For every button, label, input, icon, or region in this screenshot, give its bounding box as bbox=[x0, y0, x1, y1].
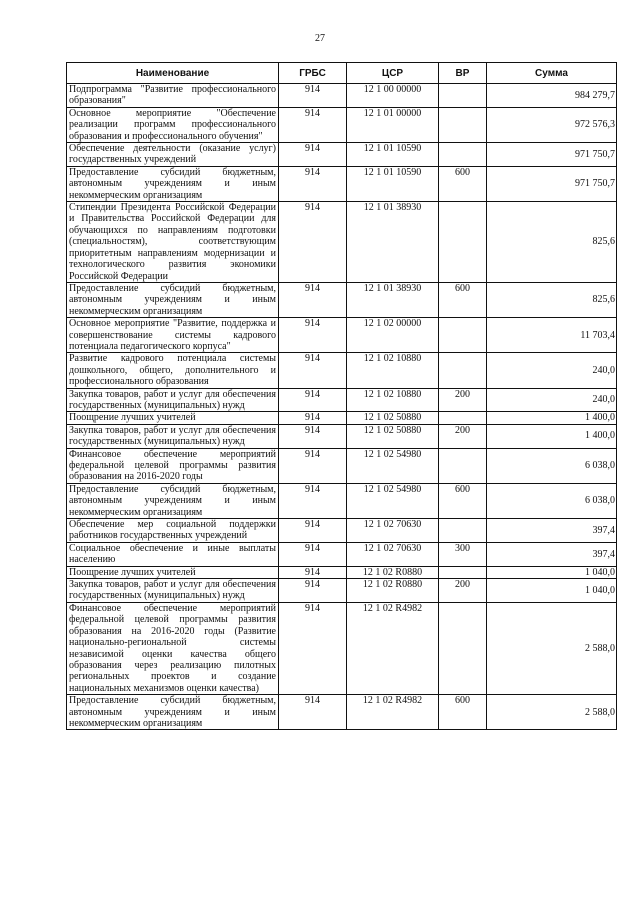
cell-csr: 12 1 00 00000 bbox=[347, 84, 439, 108]
cell-grbs: 914 bbox=[279, 166, 347, 201]
cell-sum: 1 040,0 bbox=[487, 566, 617, 578]
table-row bbox=[67, 166, 617, 201]
cell-csr: 12 1 01 38930 bbox=[347, 202, 439, 283]
cell-vr: 200 bbox=[439, 424, 487, 448]
cell-sum: 971 750,7 bbox=[487, 166, 617, 201]
cell-vr bbox=[439, 412, 487, 424]
cell-sum: 397,4 bbox=[487, 519, 617, 543]
cell-grbs: 914 bbox=[279, 483, 347, 518]
cell-vr bbox=[439, 353, 487, 388]
cell-name: Развитие кадрового потенциала системы дошкольного, общего, дополнительного и профессионального образования bbox=[67, 353, 279, 388]
cell-grbs: 914 bbox=[279, 318, 347, 353]
cell-grbs: 914 bbox=[279, 353, 347, 388]
cell-name: Основное мероприятие "Развитие, поддержка и совершенствование системы кадрового потенциала педагогического корпуса" bbox=[67, 318, 279, 353]
table-row bbox=[67, 424, 617, 448]
cell-sum: 1 040,0 bbox=[487, 579, 617, 603]
cell-csr: 12 1 02 R4982 bbox=[347, 695, 439, 730]
cell-name: Стипендии Президента Российской Федерации и Правительства Российской Федерации для обучающихся по направлениям подготовки (специальностям), соответствующим приоритетным направлениям модернизации и технологического развития экономики Российской Федерации bbox=[67, 202, 279, 283]
cell-name: Подпрограмма "Развитие профессионального образования" bbox=[67, 84, 279, 108]
cell-vr: 300 bbox=[439, 542, 487, 566]
table-row bbox=[67, 388, 617, 412]
cell-csr: 12 1 01 10590 bbox=[347, 166, 439, 201]
table-row bbox=[67, 695, 617, 730]
cell-vr bbox=[439, 143, 487, 167]
cell-vr: 200 bbox=[439, 579, 487, 603]
cell-grbs: 914 bbox=[279, 202, 347, 283]
header-csr: ЦСР bbox=[347, 63, 439, 84]
cell-name: Поощрение лучших учителей bbox=[67, 566, 279, 578]
table-row bbox=[67, 448, 617, 483]
cell-grbs: 914 bbox=[279, 282, 347, 317]
cell-sum: 2 588,0 bbox=[487, 695, 617, 730]
cell-grbs: 914 bbox=[279, 388, 347, 412]
cell-sum: 1 400,0 bbox=[487, 424, 617, 448]
cell-csr: 12 1 01 10590 bbox=[347, 143, 439, 167]
cell-csr: 12 1 02 R4982 bbox=[347, 602, 439, 694]
cell-name: Обеспечение деятельности (оказание услуг) государственных учреждений bbox=[67, 143, 279, 167]
cell-csr: 12 1 01 00000 bbox=[347, 107, 439, 142]
cell-grbs: 914 bbox=[279, 579, 347, 603]
cell-sum: 397,4 bbox=[487, 542, 617, 566]
page-number: 27 bbox=[315, 33, 325, 44]
cell-name: Предоставление субсидий бюджетным, автономным учреждениям и иным некоммерческим организациям bbox=[67, 483, 279, 518]
table-row bbox=[67, 542, 617, 566]
cell-sum: 972 576,3 bbox=[487, 107, 617, 142]
cell-sum: 1 400,0 bbox=[487, 412, 617, 424]
cell-name: Финансовое обеспечение мероприятий федеральной целевой программы развития образования на 2016-2020 годы (Развитие национально-региональной системы независимой оценки качества общего образования через реализацию пилотных региональных проектов и создание национальных механизмов оценки качества) bbox=[67, 602, 279, 694]
cell-csr: 12 1 02 50880 bbox=[347, 424, 439, 448]
cell-csr: 12 1 02 R0880 bbox=[347, 566, 439, 578]
cell-grbs: 914 bbox=[279, 602, 347, 694]
table-row bbox=[67, 602, 617, 694]
cell-name: Поощрение лучших учителей bbox=[67, 412, 279, 424]
table-row bbox=[67, 579, 617, 603]
header-grbs: ГРБС bbox=[279, 63, 347, 84]
table-row bbox=[67, 353, 617, 388]
cell-sum: 240,0 bbox=[487, 353, 617, 388]
cell-csr: 12 1 02 54980 bbox=[347, 448, 439, 483]
cell-vr: 600 bbox=[439, 282, 487, 317]
cell-vr: 200 bbox=[439, 388, 487, 412]
table-row bbox=[67, 412, 617, 424]
cell-name: Закупка товаров, работ и услуг для обеспечения государственных (муниципальных) нужд bbox=[67, 388, 279, 412]
cell-name: Предоставление субсидий бюджетным, автономным учреждениям и иным некоммерческим организациям bbox=[67, 695, 279, 730]
cell-name: Основное мероприятие "Обеспечение реализации программ профессионального образования и профессионального обучения" bbox=[67, 107, 279, 142]
table-row bbox=[67, 318, 617, 353]
table-row bbox=[67, 202, 617, 283]
cell-sum: 825,6 bbox=[487, 202, 617, 283]
cell-csr: 12 1 02 R0880 bbox=[347, 579, 439, 603]
cell-grbs: 914 bbox=[279, 84, 347, 108]
cell-name: Предоставление субсидий бюджетным, автономным учреждениям и иным некоммерческим организациям bbox=[67, 166, 279, 201]
cell-vr: 600 bbox=[439, 483, 487, 518]
cell-name: Закупка товаров, работ и услуг для обеспечения государственных (муниципальных) нужд bbox=[67, 579, 279, 603]
cell-vr bbox=[439, 519, 487, 543]
cell-sum: 971 750,7 bbox=[487, 143, 617, 167]
table-row bbox=[67, 143, 617, 167]
cell-name: Закупка товаров, работ и услуг для обеспечения государственных (муниципальных) нужд bbox=[67, 424, 279, 448]
header-name: Наименование bbox=[67, 63, 279, 84]
cell-vr bbox=[439, 84, 487, 108]
cell-vr: 600 bbox=[439, 166, 487, 201]
table-header-row bbox=[67, 63, 617, 84]
cell-grbs: 914 bbox=[279, 412, 347, 424]
cell-vr bbox=[439, 448, 487, 483]
cell-name: Социальное обеспечение и иные выплаты населению bbox=[67, 542, 279, 566]
header-sum: Сумма bbox=[487, 63, 617, 84]
cell-sum: 984 279,7 bbox=[487, 84, 617, 108]
cell-csr: 12 1 02 00000 bbox=[347, 318, 439, 353]
cell-csr: 12 1 02 50880 bbox=[347, 412, 439, 424]
cell-grbs: 914 bbox=[279, 519, 347, 543]
cell-grbs: 914 bbox=[279, 542, 347, 566]
table-row bbox=[67, 566, 617, 578]
cell-sum: 11 703,4 bbox=[487, 318, 617, 353]
cell-vr bbox=[439, 202, 487, 283]
cell-name: Предоставление субсидий бюджетным, автономным учреждениям и иным некоммерческим организациям bbox=[67, 282, 279, 317]
cell-csr: 12 1 02 10880 bbox=[347, 353, 439, 388]
budget-table bbox=[66, 62, 617, 730]
cell-csr: 12 1 01 38930 bbox=[347, 282, 439, 317]
cell-sum: 6 038,0 bbox=[487, 483, 617, 518]
cell-csr: 12 1 02 70630 bbox=[347, 519, 439, 543]
cell-vr bbox=[439, 602, 487, 694]
cell-grbs: 914 bbox=[279, 143, 347, 167]
cell-grbs: 914 bbox=[279, 448, 347, 483]
cell-sum: 2 588,0 bbox=[487, 602, 617, 694]
cell-grbs: 914 bbox=[279, 107, 347, 142]
cell-name: Финансовое обеспечение мероприятий федеральной целевой программы развития образования на 2016-2020 годы bbox=[67, 448, 279, 483]
table-row bbox=[67, 107, 617, 142]
table-row bbox=[67, 282, 617, 317]
cell-vr bbox=[439, 566, 487, 578]
cell-grbs: 914 bbox=[279, 424, 347, 448]
cell-csr: 12 1 02 54980 bbox=[347, 483, 439, 518]
cell-grbs: 914 bbox=[279, 695, 347, 730]
table-row bbox=[67, 483, 617, 518]
cell-csr: 12 1 02 10880 bbox=[347, 388, 439, 412]
table-row bbox=[67, 519, 617, 543]
cell-vr bbox=[439, 107, 487, 142]
header-vr: ВР bbox=[439, 63, 487, 84]
cell-sum: 6 038,0 bbox=[487, 448, 617, 483]
cell-sum: 240,0 bbox=[487, 388, 617, 412]
cell-sum: 825,6 bbox=[487, 282, 617, 317]
table-row bbox=[67, 84, 617, 108]
cell-vr: 600 bbox=[439, 695, 487, 730]
cell-name: Обеспечение мер социальной поддержки работников государственных учреждений bbox=[67, 519, 279, 543]
cell-csr: 12 1 02 70630 bbox=[347, 542, 439, 566]
cell-vr bbox=[439, 318, 487, 353]
cell-grbs: 914 bbox=[279, 566, 347, 578]
